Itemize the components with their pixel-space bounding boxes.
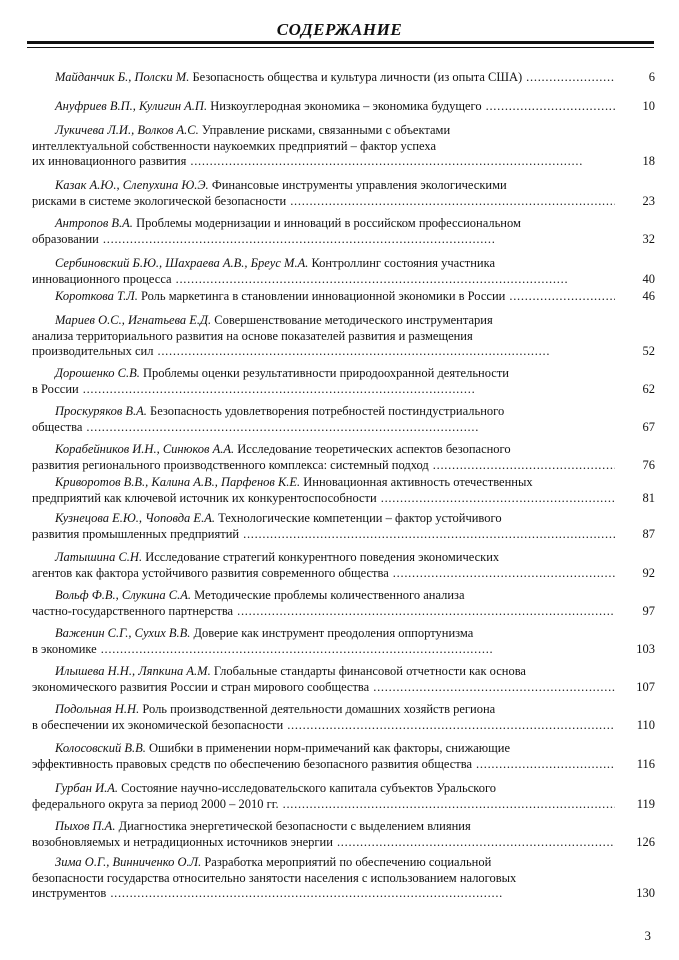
toc-entry-line (0, 154, 679, 170)
page-title: СОДЕРЖАНИЕ (276, 20, 403, 39)
toc-entry-line (0, 527, 679, 543)
toc-entry-text (32, 382, 79, 398)
toc-entry-text (32, 139, 436, 153)
toc-entry-title-line: экономического развития России и стран мирового сообщества (32, 679, 370, 694)
toc-entry-title-line: анализа территориального развития на основе показателей развития и размещения (32, 328, 473, 343)
toc-entry[interactable] (0, 819, 679, 850)
toc-entry-page: 110 (636, 717, 655, 732)
toc-entry-text (55, 741, 510, 755)
toc-entry-title-line: Низкоуглеродная экономика – экономика будущего (210, 99, 482, 113)
toc-entry-text (32, 835, 333, 851)
toc-entry-text (32, 797, 279, 813)
toc-entry-text (55, 313, 493, 327)
toc-entry-line (0, 550, 679, 566)
toc-entry-line (0, 781, 679, 797)
toc-entry[interactable] (0, 256, 679, 287)
toc-entry[interactable] (0, 216, 679, 247)
toc-entry-title-line: Проблемы оценки результативности природоохранной деятельности (142, 366, 509, 380)
toc-leader-dots (101, 642, 615, 658)
toc-entry-authors: Гурбан И.А. (55, 781, 118, 795)
toc-entry-authors: Короткова Т.Л. (55, 289, 138, 303)
toc-leader-dots (237, 604, 615, 620)
toc-entry-title-line: федерального округа за период 2000 – 2010 гг. (32, 796, 279, 811)
toc-entry-line (0, 289, 679, 305)
toc-entry-authors: Подольная Н.Н. (55, 702, 140, 716)
toc-entry-authors: Колосовский В.В. (55, 741, 146, 755)
toc-entry[interactable] (0, 178, 679, 209)
toc-entry-page: 130 (636, 886, 655, 900)
toc-entry-title-line: рисками в системе экологической безопасности (32, 193, 287, 208)
toc-entry-title-line: в экономике (32, 641, 97, 656)
toc-entry-line (0, 256, 679, 272)
toc-entry-text (32, 604, 233, 620)
toc-leader-dots (433, 458, 615, 474)
toc-entry-line (0, 718, 679, 734)
toc-entry-authors: Латышина С.Н. (55, 550, 143, 564)
toc-entry-authors: Лукичева Л.И., Волков А.С. (55, 123, 199, 137)
toc-entry-line (0, 70, 679, 86)
toc-entry-text (32, 232, 99, 248)
toc-leader-dots (86, 420, 615, 436)
toc-entry-page: 87 (642, 526, 655, 541)
toc-leader-dots (243, 527, 615, 543)
toc-entry-title-line: Совершенствование методического инструментария (214, 313, 493, 327)
toc-entry-text (32, 566, 389, 582)
toc-entry-title-line: в обеспечении их экономической безопасности (32, 717, 284, 732)
toc-entry-authors: Кузнецова Е.Ю., Чоповда Е.А. (55, 511, 215, 525)
toc-entry-text (32, 458, 429, 474)
toc-entry-page: 32 (642, 231, 655, 246)
toc-entry-line (0, 702, 679, 718)
toc-entry-line (0, 855, 679, 871)
toc-entry[interactable] (0, 781, 679, 812)
toc-entry-text (55, 99, 482, 115)
toc-entry-authors: Мариев О.С., Игнатьева Е.Д. (55, 313, 212, 327)
toc-entry[interactable] (0, 475, 679, 506)
toc-entry[interactable] (0, 99, 679, 115)
toc-entry-text (32, 194, 286, 210)
toc-leader-dots (476, 757, 615, 773)
toc-entry-title-line: Состояние научно-исследовательского капитала субъектов Уральского (121, 781, 497, 795)
toc-entry[interactable] (0, 366, 679, 397)
toc-entry-title-line: интеллектуальной собственности наукоемких предприятий – фактор успеха (32, 138, 437, 153)
toc-entry-title-line: Технологические компетенции – фактор устойчивого (218, 511, 502, 525)
toc-entry-line (0, 566, 679, 582)
title-rule-thick (27, 41, 654, 44)
toc-entry-page: 119 (636, 796, 655, 811)
toc-entry-text (55, 178, 507, 192)
toc-entry-page: 107 (636, 679, 655, 694)
toc-entry-text (55, 123, 450, 137)
toc-entry-title-line: в России (32, 381, 79, 396)
toc-entry-line (0, 344, 679, 360)
toc-entry-text (32, 272, 172, 288)
toc-entry-line (0, 458, 679, 474)
toc-entry-line (0, 680, 679, 696)
title-rule-thin (27, 47, 654, 48)
toc-entry-title-line: эффективность правовых средств по обеспечению безопасного развития общества (32, 756, 473, 771)
toc-entry[interactable] (0, 550, 679, 581)
toc-entry-text (32, 154, 186, 170)
toc-entry-text (32, 642, 97, 658)
toc-entry-text (55, 366, 509, 380)
toc-entry-page: 92 (642, 565, 655, 580)
toc-entry-line (0, 272, 679, 288)
toc-entry-authors: Майданчик Б., Полски М. (55, 70, 190, 84)
toc-entry-page: 18 (642, 154, 655, 168)
toc-leader-dots (337, 835, 615, 851)
toc-entry-page: 116 (636, 756, 655, 771)
toc-entry-page: 126 (636, 834, 655, 849)
toc-entry-line (0, 313, 679, 329)
toc-entry-title-line: Роль производственной деятельности домашних хозяйств региона (142, 702, 496, 716)
page-number: 3 (644, 928, 651, 943)
toc-entry-text (55, 664, 526, 678)
toc-entry-title-line: Диагностика энергетической безопасности с выделением влияния (118, 819, 471, 833)
toc-entry-text (55, 702, 495, 716)
toc-entry-text (55, 216, 521, 230)
toc-entry-line (0, 819, 679, 835)
toc-entry-title-line: Безопасность общества и культура личности (из опыта США) (192, 70, 523, 84)
toc-entry-title-line: развития регионального производственного комплекса: системный подход (32, 457, 429, 472)
toc-entry-line (0, 139, 679, 155)
toc-entry-page: 6 (648, 70, 655, 84)
toc-entry-line (0, 871, 679, 887)
toc-entry-text (32, 527, 239, 543)
toc-entry-line (0, 442, 679, 458)
toc-entry-page: 62 (642, 381, 655, 396)
toc-entry-line (0, 232, 679, 248)
toc-leader-dots (176, 272, 615, 288)
toc-entry-line (0, 741, 679, 757)
toc-entry-title-line: Методические проблемы количественного анализа (194, 588, 465, 602)
toc-entry-title-line: возобновляемых и нетрадиционных источников энергии (32, 834, 333, 849)
toc-entry-line (0, 216, 679, 232)
toc-entry[interactable] (0, 313, 679, 360)
toc-entry-line (0, 886, 679, 902)
toc-entry-authors: Казак А.Ю., Слепухина Ю.Э. (55, 178, 209, 192)
toc-entry-page: 46 (642, 289, 655, 303)
toc-entry-text (32, 420, 82, 436)
toc-entry-authors: Ануфриев В.П., Кулигин А.П. (55, 99, 208, 113)
toc-entry[interactable] (0, 511, 679, 542)
toc-leader-dots (381, 491, 615, 507)
toc-entry-text (55, 289, 505, 305)
toc-entry-line (0, 404, 679, 420)
toc-entry-text (55, 475, 533, 489)
toc-entry-title-line: образовании (32, 231, 99, 246)
toc-entry-line (0, 588, 679, 604)
toc-entry-title-line: Исследование теоретических аспектов безопасного (237, 442, 511, 456)
toc-entry-authors: Сербиновский Б.Ю., Шахраева А.В., Бреус М.А. (55, 256, 309, 270)
toc-entry[interactable] (0, 588, 679, 619)
toc-entry-title-line: безопасности государства относительно занятости населения с использованием налоговых (32, 870, 517, 885)
toc-leader-dots (509, 289, 615, 305)
toc-leader-dots (373, 680, 615, 696)
toc-entry[interactable] (0, 70, 679, 86)
toc-entry-title-line: Доверие как инструмент преодоления оппортунизма (193, 626, 474, 640)
toc-leader-dots (486, 99, 615, 115)
toc-leader-dots (157, 344, 615, 360)
toc-entry-page: 10 (642, 99, 655, 113)
toc-leader-dots (526, 70, 615, 86)
toc-entry-title-line: Инновационная активность отечественных (303, 475, 533, 489)
toc-entry-text (55, 855, 491, 869)
toc-entry-line (0, 757, 679, 773)
toc-entry-text (55, 256, 495, 270)
toc-entry-page: 81 (642, 490, 655, 505)
toc-entry-title-line: инструментов (32, 886, 107, 900)
toc-entry[interactable] (0, 741, 679, 772)
toc-entry-text (55, 511, 502, 525)
toc-entry[interactable] (0, 855, 679, 902)
toc-entry-line (0, 604, 679, 620)
toc-leader-dots (393, 566, 615, 582)
toc-entry[interactable] (0, 702, 679, 733)
toc-entry-line (0, 491, 679, 507)
toc-entry-text (32, 491, 377, 507)
toc-entry[interactable] (0, 664, 679, 695)
toc-entry[interactable] (0, 289, 679, 305)
toc-entry-line (0, 420, 679, 436)
toc-entry-text (32, 886, 106, 902)
toc-entry[interactable] (0, 404, 679, 435)
toc-entry-title-line: Глобальные стандарты финансовой отчетности как основа (213, 664, 526, 678)
toc-entry-title-line: производительных сил (32, 344, 154, 358)
toc-entry-title-line: развития промышленных предприятий (32, 526, 240, 541)
toc-entry-line (0, 382, 679, 398)
toc-entry-page: 67 (642, 419, 655, 434)
toc-entry-title-line: частно-государственного партнерства (32, 603, 234, 618)
toc-entry-title-line: Исследование стратегий конкурентного поведения экономических (145, 550, 500, 564)
toc-entry-title-line: Безопасность удовлетворения потребностей постиндустриального (150, 404, 505, 418)
toc-entry-page: 23 (642, 193, 655, 208)
toc-entry-title-line: инновационного процесса (32, 271, 172, 286)
toc-entry-authors: Корабейников И.Н., Синюков А.А. (55, 442, 235, 456)
toc-entry-line (0, 123, 679, 139)
toc-entry[interactable] (0, 123, 679, 170)
toc-entry-text (55, 626, 473, 640)
toc-entry-line (0, 797, 679, 813)
toc-entry-line (0, 99, 679, 115)
toc-entry-page: 76 (642, 457, 655, 472)
toc-entry-line (0, 329, 679, 345)
toc-entry-text (55, 588, 465, 602)
toc-entry-authors: Проскуряков В.А. (55, 404, 147, 418)
toc-entry-text (32, 329, 473, 343)
toc-entry-line (0, 194, 679, 210)
toc-entry-text (55, 442, 511, 456)
toc-entry-text (55, 404, 504, 418)
toc-entry-text (55, 781, 496, 795)
toc-entry-text (32, 757, 472, 773)
toc-entry-title-line: Контроллинг состояния участника (311, 256, 496, 270)
toc-entry-authors: Илышева Н.Н., Ляпкина А.М. (55, 664, 211, 678)
toc-leader-dots (103, 232, 615, 248)
toc-entry[interactable] (0, 442, 679, 473)
toc-entry-authors: Дорошенко С.В. (55, 366, 140, 380)
toc-entry-line (0, 664, 679, 680)
toc-entry-authors: Криворотов В.В., Калина А.В., Парфенов К.Е. (55, 475, 301, 489)
toc-entry-text (32, 344, 153, 360)
toc-leader-dots (283, 797, 615, 813)
toc-entry-title-line: Управление рисками, связанными с объектами (201, 123, 451, 137)
toc-leader-dots (287, 718, 615, 734)
toc-entry-authors: Пыхов П.А. (55, 819, 116, 833)
toc-entry-page: 103 (636, 641, 655, 656)
toc-entry-title-line: Ошибки в применении норм-примечаний как факторы, снижающие (149, 741, 510, 755)
toc-leader-dots (190, 154, 615, 170)
toc-entry-title-line: Финансовые инструменты управления экологическими (211, 178, 507, 192)
toc-entry-line (0, 835, 679, 851)
toc-entry-line (0, 475, 679, 491)
toc-entry-line (0, 511, 679, 527)
toc-entry-text (55, 550, 499, 564)
toc-entry-line (0, 366, 679, 382)
toc-entry-authors: Зима О.Г., Винниченко О.Л. (55, 855, 202, 869)
toc-entry-title-line: Разработка мероприятий по обеспечению социальной (204, 855, 492, 869)
toc-entry-title-line: Проблемы модернизации и инноваций в российском профессиональном (136, 216, 521, 230)
toc-entry-text (55, 819, 471, 833)
toc-entry-page: 97 (642, 603, 655, 618)
toc-entry[interactable] (0, 626, 679, 657)
toc-entry-text (32, 871, 516, 885)
toc-entry-title-line: агентов как фактора устойчивого развития современного общества (32, 565, 389, 580)
toc-entry-line (0, 626, 679, 642)
toc-entry-page: 40 (642, 271, 655, 286)
toc-entry-page: 52 (642, 344, 655, 358)
toc-entry-authors: Вольф Ф.В., Слукина С.А. (55, 588, 191, 602)
toc-leader-dots (110, 886, 615, 902)
toc-entry-title-line: их инновационного развития (32, 154, 187, 168)
toc-entry-authors: Антропов В.А. (55, 216, 133, 230)
toc-entry-text (32, 718, 283, 734)
toc-entry-text (55, 70, 522, 86)
toc-entry-authors: Важенин С.Г., Сухих В.В. (55, 626, 191, 640)
toc-entry-title-line: Роль маркетинга в становлении инновационной экономики в России (140, 289, 506, 303)
toc-leader-dots (83, 382, 615, 398)
toc-entry-line (0, 178, 679, 194)
toc-entry-text (32, 680, 369, 696)
toc-entry-line (0, 642, 679, 658)
toc-entry-title-line: общества (32, 419, 83, 434)
toc-entry-title-line: предприятий как ключевой источник их конкурентоспособности (32, 490, 377, 505)
toc-leader-dots (290, 194, 615, 210)
